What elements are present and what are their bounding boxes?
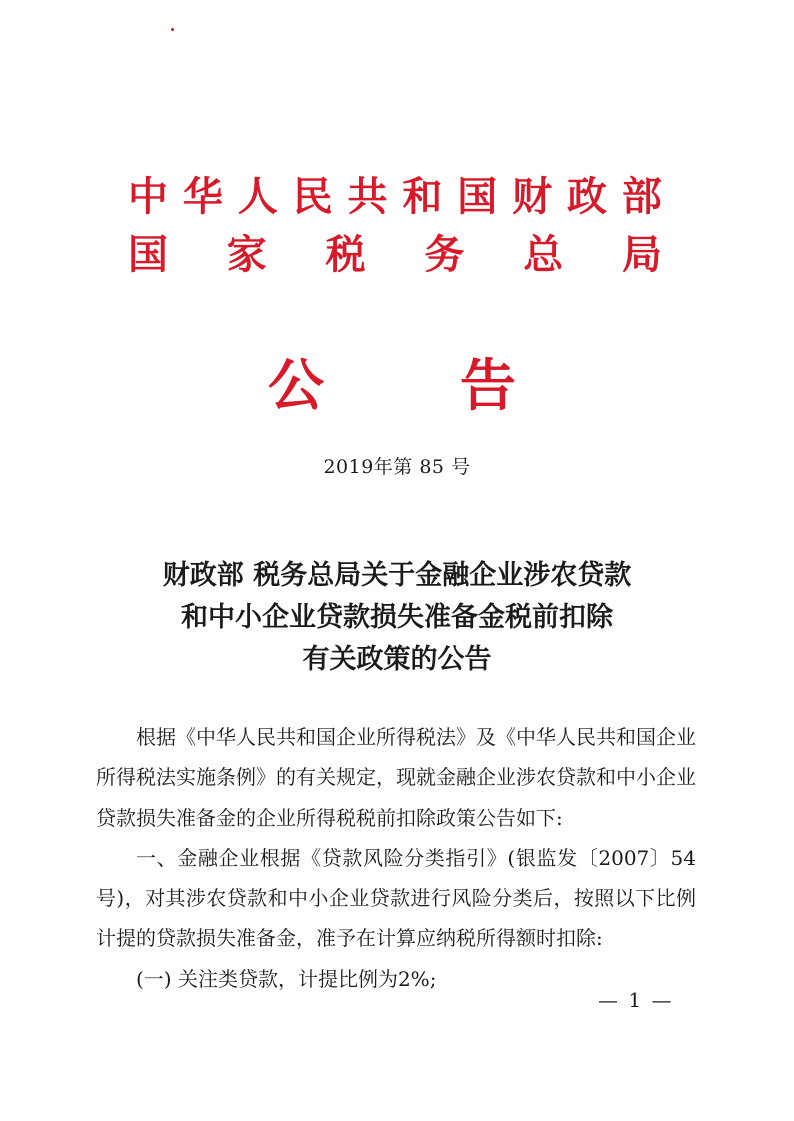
document-number: 2019年第 85 号 bbox=[323, 456, 471, 478]
ink-mark bbox=[171, 28, 174, 31]
org-char: 政 bbox=[567, 173, 607, 220]
notice-char: 告 bbox=[460, 353, 516, 419]
org-char: 民 bbox=[292, 173, 333, 220]
document-body bbox=[96, 717, 696, 999]
org-char: 和 bbox=[402, 173, 443, 220]
issuing-authority-line-2 bbox=[128, 231, 662, 278]
org-char: 共 bbox=[347, 173, 388, 220]
issuing-authority-line-1 bbox=[128, 173, 662, 220]
org-char: 华 bbox=[182, 173, 223, 220]
body-paragraph: (一) 关注类贷款，计提比例为2%; bbox=[136, 966, 437, 991]
org-char: 中 bbox=[128, 173, 168, 220]
document-title bbox=[0, 555, 794, 681]
org-char: 国 bbox=[457, 173, 498, 220]
title-line: 有关政策的公告 bbox=[302, 644, 492, 675]
title-line: 财政部 税务总局关于金融企业涉农贷款 bbox=[162, 560, 632, 591]
org-char: 部 bbox=[621, 173, 662, 220]
title-line: 和中小企业贷款损失准备金税前扣除 bbox=[181, 602, 613, 633]
org-char: 家 bbox=[226, 231, 267, 278]
notice-char: 公 bbox=[268, 353, 324, 419]
body-paragraph: 一、金融企业根据《贷款风险分类指引》(银监发〔2007〕54号)，对其涉农贷款和中小企业贷款进行风险分类后，按照以下比例计提的贷款损失准备金，准予在计算应纳税所得额时扣除: bbox=[96, 845, 696, 951]
org-char: 务 bbox=[424, 231, 465, 278]
org-char: 财 bbox=[512, 173, 553, 220]
page-number: — 1 — bbox=[598, 988, 674, 1012]
org-char: 人 bbox=[237, 173, 278, 220]
org-char: 国 bbox=[128, 231, 168, 278]
notice-heading bbox=[268, 353, 516, 419]
org-char: 局 bbox=[621, 231, 662, 278]
org-char: 总 bbox=[523, 231, 564, 278]
org-char: 税 bbox=[325, 231, 366, 278]
body-paragraph: 根据《中华人民共和国企业所得税法》及《中华人民共和国企业所得税法实施条例》的有关规定，现就金融企业涉农贷款和中小企业贷款损失准备金的企业所得税税前扣除政策公告如下: bbox=[96, 725, 696, 830]
